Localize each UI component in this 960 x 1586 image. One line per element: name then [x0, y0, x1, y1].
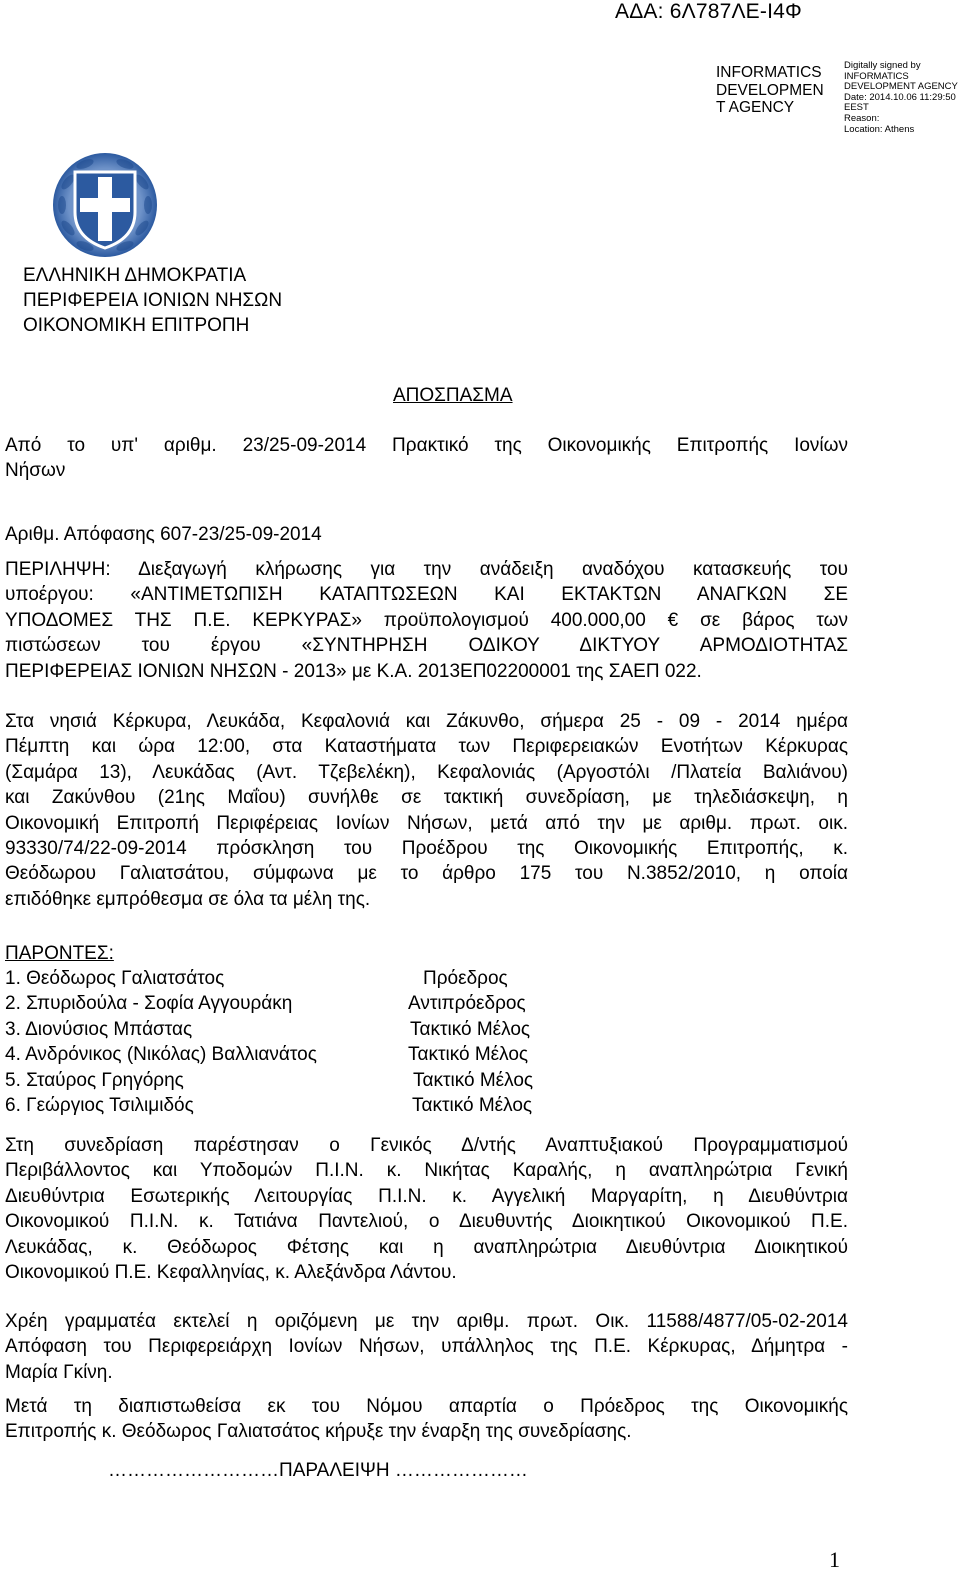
- text-line: Λευκάδας, κ. Θεόδωρος Φέτσης και η αναπληρώτρια Διευθύντρια Διοικητικού: [5, 1236, 848, 1258]
- org-line: ΠΕΡΙΦΕΡΕΙΑ ΙΟΝΙΩΝ ΝΗΣΩΝ: [23, 290, 283, 311]
- present-heading: ΠΑΡΟΝΤΕΣ:: [5, 943, 114, 964]
- text-line: ΠΕΡΙΛΗΨΗ: Διεξαγωγή κλήρωσης για την ανάδειξη αναδόχου κατασκευής του: [5, 559, 848, 580]
- member-name: 6. Γεώργιος Τσιλιμιδός: [5, 1094, 194, 1116]
- member-name: 1. Θεόδωρος Γαλιατσάτος: [5, 968, 225, 989]
- digital-signature-info: [844, 61, 959, 135]
- text-line: Από το υπ' αριθμ. 23/25-09-2014 Πρακτικό της Οικονομικής Επιτροπής Ιονίων: [5, 435, 848, 456]
- signer-line: T AGENCY: [716, 99, 795, 116]
- member-role: Τακτικό Μέλος: [408, 1044, 529, 1066]
- signature-line: DEVELOPMENT AGENCY: [844, 81, 958, 93]
- text-line: ΥΠΟΔΟΜΕΣ ΤΗΣ Π.Ε. ΚΕΡΚΥΡΑΣ» προϋπολογισμού 400.000,00 € σε βάρος των: [5, 609, 848, 631]
- text-line: Αριθμ. Απόφασης 607-23/25-09-2014: [5, 524, 322, 545]
- signer-line: INFORMATICS: [716, 64, 822, 81]
- text-line: Οικονομικού Π.Ε. Κεφαλληνίας, κ. Αλεξάνδρα Λάντου.: [5, 1262, 457, 1284]
- member-name: 5. Σταύρος Γρηγόρης: [5, 1069, 184, 1091]
- text-line: υποέργου: «ΑΝΤΙΜΕΤΩΠΙΣΗ ΚΑΤΑΠΤΩΣΕΩΝ ΚΑΙ ΕΚΤΑΚΤΩΝ ΑΝΑΓΚΩΝ ΣΕ: [5, 584, 848, 606]
- minutes-reference: [5, 433, 848, 484]
- text-line: επιδόθηκε εμπρόθεσμα σε όλα τα μέλη της.: [5, 888, 371, 910]
- member-name: 3. Διονύσιος Μπάστας: [5, 1018, 193, 1040]
- list-item: [5, 1017, 705, 1042]
- document-title: ΑΠΟΣΠΑΣΜΑ: [393, 385, 513, 406]
- member-role: Τακτικό Μέλος: [412, 1094, 533, 1116]
- decision-number: [5, 522, 848, 547]
- signer-line: DEVELOPMEN: [716, 81, 824, 99]
- org-line: ΟΙΚΟΝΟΜΙΚΗ ΕΠΙΤΡΟΠΗ: [23, 315, 250, 336]
- signature-line: Digitally signed by: [844, 60, 921, 71]
- text-line: Στα νησιά Κέρκυρα, Λευκάδα, Κεφαλονιά και Ζάκυνθο, σήμερα 25 - 09 - 2014 ημέρα: [5, 711, 848, 732]
- text-line: Επιτροπής κ. Θεόδωρος Γαλιατσάτος κήρυξε την έναρξη της συνεδρίασης.: [5, 1421, 632, 1443]
- member-role: Τακτικό Μέλος: [410, 1018, 531, 1040]
- omission-marker: ………………………ΠΑΡΑΛΕΙΨΗ …………………: [108, 1460, 528, 1481]
- list-item: [5, 991, 705, 1016]
- signature-line: Reason:: [844, 112, 880, 124]
- secretary-paragraph: [5, 1309, 848, 1385]
- text-line: Πέμπτη και ώρα 12:00, στα Καταστήματα των Περιφερειακών Ενοτήτων Κέρκυρας: [5, 736, 848, 758]
- ada-code: ΑΔΑ: 6Λ787ΛΕ-Ι4Φ: [615, 0, 802, 23]
- text-line: Οικονομική Επιτροπή Περιφέρειας Ιονίων Νήσων, μετά από την με αριθμ. πρωτ. οικ.: [5, 812, 848, 834]
- org-line: ΕΛΛΗΝΙΚΗ ΔΗΜΟΚΡΑΤΙΑ: [23, 265, 247, 286]
- member-role: Αντιπρόεδρος: [408, 993, 526, 1015]
- text-line: Μετά τη διαπιστωθείσα εκ του Νόμου απαρτία ο Πρόεδρος της Οικονομικής: [5, 1396, 848, 1417]
- text-line: πιστώσεων του έργου «ΣΥΝΤΗΡΗΣΗ ΟΔΙΚΟΥ ΔΙΚΤΥΟΥ ΑΡΜΟΔΙΟΤΗΤΑΣ: [5, 635, 848, 657]
- attendees-paragraph: [5, 1133, 848, 1285]
- text-line: Μαρία Γκίνη.: [5, 1361, 113, 1383]
- list-item: [5, 1068, 705, 1093]
- text-line: 93330/74/22-09-2014 πρόσκληση του Προέδρου της Οικονομικής Επιτροπής, κ.: [5, 838, 848, 860]
- text-line: Νήσων: [5, 460, 66, 482]
- member-name: 2. Σπυριδούλα - Σοφία Αγγουράκη: [5, 993, 293, 1015]
- signature-line: Date: 2014.10.06 11:29:50: [844, 91, 956, 103]
- signature-line: Location: Athens: [844, 123, 915, 135]
- greek-coat-of-arms-icon: [50, 150, 160, 260]
- list-item: [5, 966, 705, 991]
- list-item: [5, 1093, 705, 1118]
- signature-line: EEST: [844, 102, 869, 114]
- intro-paragraph: [5, 709, 848, 912]
- text-line: Χρέη γραμματέα εκτελεί η οριζόμενη με την αριθμ. πρωτ. Οικ. 11588/4877/05-02-2014: [5, 1311, 848, 1332]
- signature-line: INFORMATICS: [844, 70, 909, 82]
- opening-paragraph: [5, 1394, 848, 1445]
- text-line: ΠΕΡΙΦΕΡΕΙΑΣ ΙΟΝΙΩΝ ΝΗΣΩΝ - 2013» με Κ.Α. 2013ΕΠ02200001 της ΣΑΕΠ 022.: [5, 660, 702, 682]
- list-item: [5, 1042, 705, 1067]
- text-line: (Σαμάρα 13), Λευκάδας (Αντ. Τζεβελέκη), Κεφαλονιάς (Αργοστόλι /Πλατεία Βαλιάνου): [5, 761, 848, 783]
- text-line: Στη συνεδρίαση παρέστησαν ο Γενικός Δ/ντής Αναπτυξιακού Προγραμματισμού: [5, 1135, 848, 1156]
- text-line: Διευθύντρια Εσωτερικής Λειτουργίας Π.Ι.Ν. κ. Αγγελική Μαργαρίτη, η Διευθύντρια: [5, 1185, 848, 1207]
- text-line: Περιβάλλοντος και Υποδομών Π.Ι.Ν. κ. Νικήτας Καραλής, η αναπληρώτρια Γενική: [5, 1160, 848, 1182]
- organization-header: [23, 263, 282, 338]
- text-line: Απόφαση του Περιφερειάρχη Ιονίων Νήσων, υπάλληλος της Π.Ε. Κέρκυρας, Δήμητρα -: [5, 1336, 848, 1358]
- text-line: Θεόδωρου Γαλιατσάτου, σύμφωνα με το άρθρο 175 του Ν.3852/2010, η οποία: [5, 863, 848, 885]
- text-line: και Ζακύνθου (21ης Μαΐου) συνήλθε σε τακτική συνεδρίαση, με τηλεδιάσκεψη, η: [5, 787, 848, 809]
- member-role: Πρόεδρος: [423, 968, 508, 989]
- summary-paragraph: [5, 557, 848, 684]
- present-members-list: [5, 966, 705, 1118]
- text-line: Οικονομικού Π.Ι.Ν. κ. Τατιάνα Παντελιού, ο Διευθυντής Διοικητικού Οικονομικού Π.Ε.: [5, 1211, 848, 1233]
- member-role: Τακτικό Μέλος: [413, 1069, 534, 1091]
- page-number: 1: [829, 1547, 840, 1572]
- digital-signer-name: [716, 64, 836, 117]
- member-name: 4. Ανδρόνικος (Νικόλας) Βαλλιανάτος: [5, 1044, 317, 1066]
